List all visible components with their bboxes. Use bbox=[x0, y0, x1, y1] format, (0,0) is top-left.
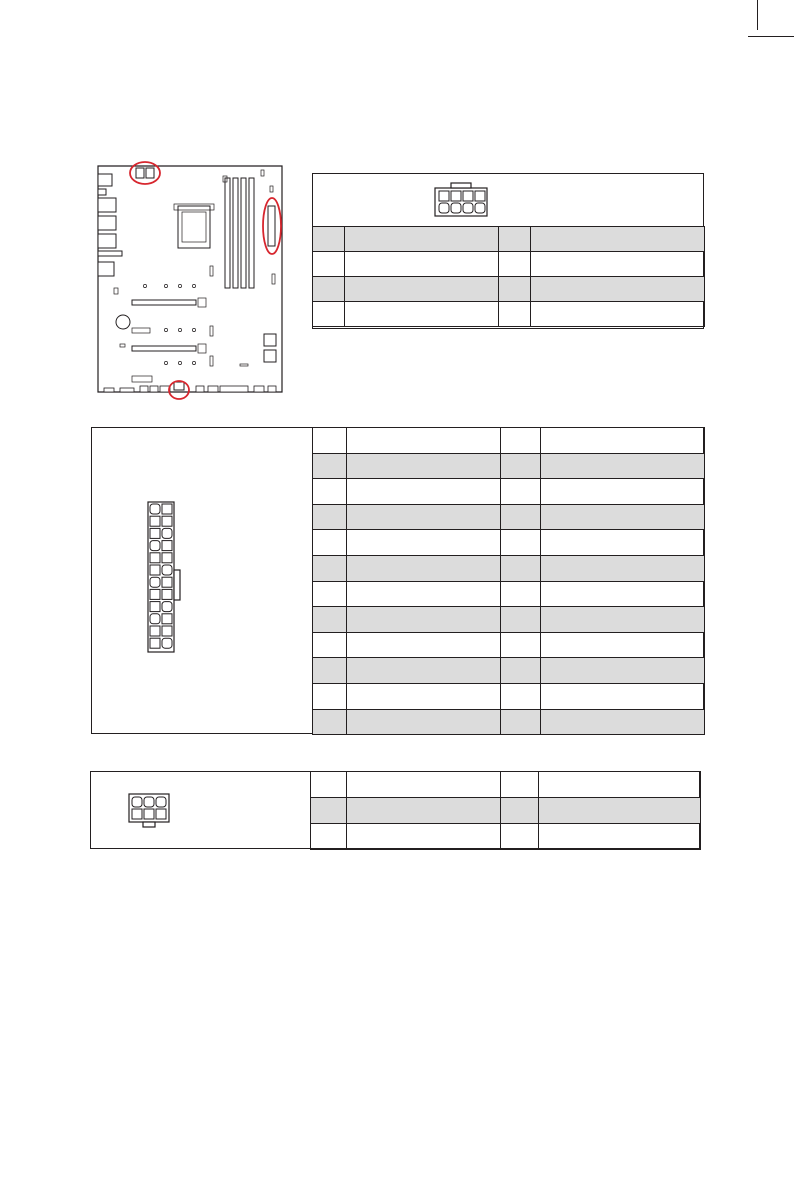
signal-name-cell bbox=[347, 428, 501, 454]
atx-pin bbox=[150, 614, 160, 624]
pin-number-cell bbox=[501, 658, 541, 684]
io-block bbox=[98, 189, 106, 195]
dimm-slot bbox=[249, 178, 254, 288]
atx-pin bbox=[162, 553, 172, 563]
signal-name-cell bbox=[345, 277, 499, 302]
pcie-slot bbox=[132, 300, 196, 305]
pin-number-cell bbox=[501, 530, 541, 556]
atx-24pin-connector bbox=[268, 206, 275, 246]
pin-number-cell bbox=[501, 479, 541, 505]
atx-pin bbox=[150, 504, 160, 514]
trim-mark-top bbox=[748, 36, 794, 37]
signal-name-cell bbox=[541, 428, 705, 454]
atx-pin bbox=[162, 577, 172, 587]
table-row bbox=[313, 709, 705, 735]
pin-number-cell bbox=[501, 824, 539, 850]
signal-name-cell bbox=[531, 302, 705, 327]
pin-number-cell bbox=[313, 632, 347, 658]
atx-24pin-connector-icon bbox=[144, 500, 190, 656]
signal-name-cell bbox=[541, 632, 705, 658]
signal-name-cell bbox=[539, 798, 701, 824]
atx-pin bbox=[150, 565, 160, 575]
table-row bbox=[311, 798, 701, 824]
pin-number-cell bbox=[499, 302, 531, 327]
pcie-power-connector bbox=[174, 382, 184, 390]
trim-mark-right bbox=[757, 0, 758, 30]
signal-name-cell bbox=[347, 530, 501, 556]
signal-name-cell bbox=[541, 453, 705, 479]
atx-pin bbox=[162, 602, 172, 612]
signal-name-cell bbox=[347, 632, 501, 658]
table-row bbox=[313, 581, 705, 607]
atx-pin bbox=[162, 504, 172, 514]
signal-name-cell bbox=[541, 581, 705, 607]
signal-name-cell bbox=[347, 555, 501, 581]
atx-pin bbox=[150, 626, 160, 636]
atx-pin bbox=[150, 577, 160, 587]
table-row bbox=[313, 555, 705, 581]
table-row bbox=[313, 227, 705, 252]
signal-name-cell bbox=[347, 798, 501, 824]
table-row bbox=[311, 824, 701, 850]
atx-pin bbox=[150, 589, 160, 599]
signal-name-cell bbox=[541, 709, 705, 735]
pin-number-cell bbox=[501, 632, 541, 658]
pin-number-cell bbox=[313, 453, 347, 479]
dimm-slot bbox=[241, 178, 246, 288]
atx-pin bbox=[150, 541, 160, 551]
pcie-slot bbox=[132, 346, 196, 351]
table-row bbox=[313, 302, 705, 327]
motherboard-svg bbox=[90, 156, 290, 400]
signal-name-cell bbox=[347, 453, 501, 479]
signal-name-cell bbox=[541, 530, 705, 556]
table-row bbox=[313, 504, 705, 530]
signal-name-cell bbox=[345, 302, 499, 327]
pin-number-cell bbox=[501, 607, 541, 633]
atx-pin bbox=[150, 528, 160, 538]
atx-pin bbox=[150, 638, 160, 648]
io-block bbox=[98, 198, 116, 212]
pin-number-cell bbox=[313, 428, 347, 454]
io-block bbox=[98, 216, 116, 230]
pin-number-cell bbox=[313, 530, 347, 556]
dimm-slot bbox=[225, 178, 230, 288]
atx-pin bbox=[162, 614, 172, 624]
table-row bbox=[313, 479, 705, 505]
pin-number-cell bbox=[313, 683, 347, 709]
pin-number-cell bbox=[313, 227, 345, 252]
signal-name-cell bbox=[541, 555, 705, 581]
signal-name-cell bbox=[541, 658, 705, 684]
signal-name-cell bbox=[539, 772, 701, 798]
pin-number-cell bbox=[501, 683, 541, 709]
dimm-slot bbox=[233, 178, 238, 288]
pin-number-cell bbox=[313, 555, 347, 581]
atx-pin bbox=[150, 516, 160, 526]
pin-number-cell bbox=[313, 709, 347, 735]
signal-name-cell bbox=[541, 479, 705, 505]
cmos-battery bbox=[116, 315, 130, 329]
table-row bbox=[311, 772, 701, 798]
table-row bbox=[313, 453, 705, 479]
pin-number-cell bbox=[313, 302, 345, 327]
pin-number-cell bbox=[313, 658, 347, 684]
signal-name-cell bbox=[531, 252, 705, 277]
table-row bbox=[313, 607, 705, 633]
sata-port bbox=[264, 334, 276, 346]
pin-number-cell bbox=[311, 798, 347, 824]
pin-number-cell bbox=[313, 504, 347, 530]
cpu-power-8pin-connector-icon bbox=[433, 180, 489, 218]
signal-name-cell bbox=[539, 824, 701, 850]
signal-name-cell bbox=[531, 227, 705, 252]
signal-name-cell bbox=[347, 683, 501, 709]
atx-pin bbox=[162, 589, 172, 599]
signal-name-cell bbox=[347, 504, 501, 530]
io-block bbox=[98, 251, 122, 256]
signal-name-cell bbox=[345, 227, 499, 252]
table-row bbox=[313, 530, 705, 556]
pin-number-cell bbox=[313, 479, 347, 505]
signal-name-cell bbox=[541, 683, 705, 709]
pin-number-cell bbox=[501, 504, 541, 530]
atx-pin bbox=[162, 541, 172, 551]
pin-number-cell bbox=[313, 277, 345, 302]
signal-name-cell bbox=[345, 252, 499, 277]
pin-number-cell bbox=[499, 277, 531, 302]
atx-pin bbox=[162, 565, 172, 575]
signal-name-cell bbox=[531, 277, 705, 302]
pin-number-cell bbox=[499, 252, 531, 277]
signal-name-cell bbox=[347, 581, 501, 607]
signal-name-cell bbox=[347, 658, 501, 684]
table-row bbox=[313, 428, 705, 454]
signal-name-cell bbox=[541, 504, 705, 530]
pin-number-cell bbox=[311, 824, 347, 850]
pin-number-cell bbox=[501, 453, 541, 479]
pcie-6pin-table bbox=[310, 771, 701, 850]
pcie-6pin-connector-icon bbox=[127, 792, 171, 830]
motherboard-diagram bbox=[90, 156, 290, 400]
table-row bbox=[313, 658, 705, 684]
cpu-power-pin bbox=[136, 168, 144, 178]
atx-pin bbox=[150, 553, 160, 563]
pin-number-cell bbox=[501, 428, 541, 454]
table-row bbox=[313, 277, 705, 302]
pin-number-cell bbox=[313, 252, 345, 277]
signal-name-cell bbox=[541, 607, 705, 633]
signal-name-cell bbox=[347, 607, 501, 633]
pin-number-cell bbox=[313, 581, 347, 607]
cpu-power-pin bbox=[146, 168, 154, 178]
pin-number-cell bbox=[499, 227, 531, 252]
pin-number-cell bbox=[501, 555, 541, 581]
signal-name-cell bbox=[347, 479, 501, 505]
signal-name-cell bbox=[347, 772, 501, 798]
io-block bbox=[98, 262, 114, 276]
table-row bbox=[313, 252, 705, 277]
pin-number-cell bbox=[501, 581, 541, 607]
pin-number-cell bbox=[501, 798, 539, 824]
io-block bbox=[98, 174, 112, 186]
atx-pin bbox=[162, 638, 172, 648]
table-row bbox=[313, 683, 705, 709]
atx-pin bbox=[162, 626, 172, 636]
cpu-power-8pin-table bbox=[312, 226, 705, 327]
atx-pin bbox=[150, 602, 160, 612]
signal-name-cell bbox=[347, 709, 501, 735]
sata-port bbox=[264, 350, 276, 362]
pin-number-cell bbox=[501, 772, 539, 798]
pin-number-cell bbox=[311, 772, 347, 798]
atx-pin bbox=[162, 528, 172, 538]
pin-number-cell bbox=[501, 709, 541, 735]
pin-number-cell bbox=[313, 607, 347, 633]
atx-pin bbox=[162, 516, 172, 526]
table-row bbox=[313, 632, 705, 658]
signal-name-cell bbox=[347, 824, 501, 850]
atx-24pin-table bbox=[312, 427, 705, 735]
io-block bbox=[98, 234, 116, 248]
